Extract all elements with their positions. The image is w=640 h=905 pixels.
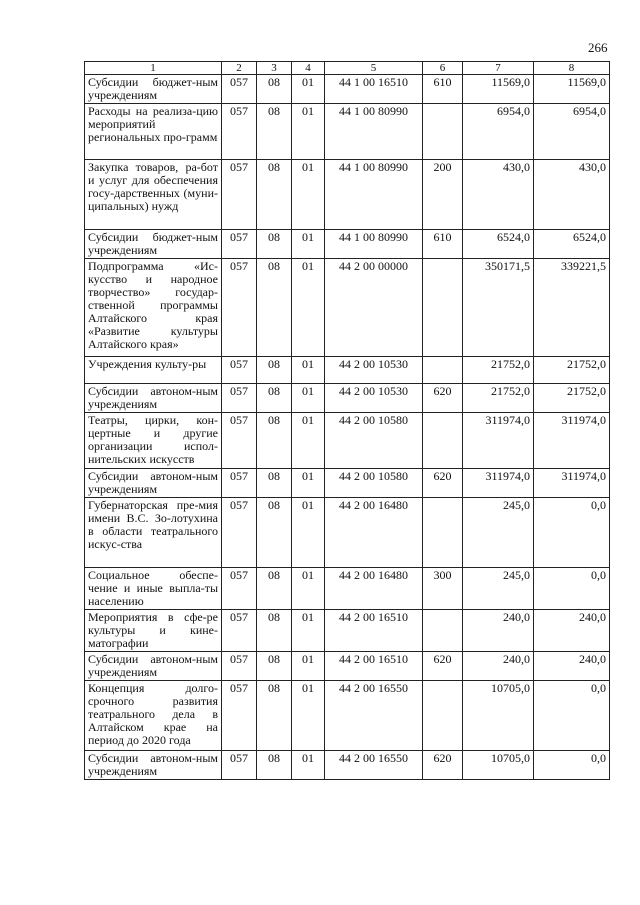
row-code-cell: 057 — [222, 384, 257, 413]
row-section-cell: 08 — [257, 498, 292, 568]
row-code-cell: 057 — [222, 751, 257, 780]
row-code-cell: 057 — [222, 160, 257, 230]
row-amount-2019-cell: 10705,0 — [463, 751, 534, 780]
row-name-cell: Концепция долго-срочного развития театрального дела в Алтайском крае на период до 2020 года — [85, 681, 222, 751]
row-expense-type-cell — [423, 610, 463, 652]
row-code-cell: 057 — [222, 610, 257, 652]
row-subsection-cell: 01 — [292, 751, 325, 780]
row-target-article-cell: 44 2 00 16550 — [325, 751, 423, 780]
row-expense-type-cell — [423, 498, 463, 568]
row-amount-2020-cell: 430,0 — [534, 160, 610, 230]
row-amount-2020-cell: 0,0 — [534, 681, 610, 751]
row-name-cell: Социальное обеспе-чение и иные выпла-ты населению — [85, 568, 222, 610]
row-amount-2019-cell: 311974,0 — [463, 413, 534, 469]
row-amount-2020-cell: 0,0 — [534, 498, 610, 568]
row-expense-type-cell — [423, 681, 463, 751]
row-target-article-cell: 44 2 00 16480 — [325, 568, 423, 610]
row-name-cell: Театры, цирки, кон-цертные и другие организации испол-нительских искусств — [85, 413, 222, 469]
row-amount-2019-cell: 430,0 — [463, 160, 534, 230]
row-amount-2020-cell: 6954,0 — [534, 104, 610, 160]
row-target-article-cell: 44 2 00 16510 — [325, 610, 423, 652]
row-target-article-cell: 44 1 00 80990 — [325, 104, 423, 160]
row-amount-2019-cell: 21752,0 — [463, 357, 534, 384]
row-amount-2019-cell: 6524,0 — [463, 230, 534, 259]
row-subsection-cell: 01 — [292, 259, 325, 357]
row-expense-type-cell: 620 — [423, 652, 463, 681]
row-target-article-cell: 44 2 00 16480 — [325, 498, 423, 568]
row-code-cell: 057 — [222, 75, 257, 104]
table-row — [85, 498, 610, 568]
row-amount-2019-cell: 21752,0 — [463, 384, 534, 413]
row-section-cell: 08 — [257, 469, 292, 498]
row-expense-type-cell: 610 — [423, 230, 463, 259]
row-code-cell: 057 — [222, 357, 257, 384]
table-row — [85, 384, 610, 413]
row-name-cell: Субсидии автоном-ным учреждениям — [85, 469, 222, 498]
row-amount-2020-cell: 11569,0 — [534, 75, 610, 104]
row-section-cell: 08 — [257, 259, 292, 357]
row-code-cell: 057 — [222, 413, 257, 469]
row-name-cell: Субсидии бюджет-ным учреждениям — [85, 75, 222, 104]
row-amount-2020-cell: 6524,0 — [534, 230, 610, 259]
row-name-cell: Подпрограмма «Ис-кусство и народное творчество» государ-ственной программы Алтайского края «Развитие культуры Алтайского края» — [85, 259, 222, 357]
row-subsection-cell: 01 — [292, 75, 325, 104]
table-header-row — [85, 62, 610, 75]
table-row — [85, 259, 610, 357]
table-row — [85, 104, 610, 160]
row-amount-2020-cell: 0,0 — [534, 751, 610, 780]
row-amount-2019-cell: 245,0 — [463, 498, 534, 568]
row-name-cell: Субсидии автоном-ным учреждениям — [85, 751, 222, 780]
row-amount-2020-cell: 240,0 — [534, 652, 610, 681]
budget-table — [84, 61, 610, 780]
row-expense-type-cell: 620 — [423, 469, 463, 498]
row-expense-type-cell: 610 — [423, 75, 463, 104]
row-amount-2020-cell: 21752,0 — [534, 357, 610, 384]
row-name-cell: Расходы на реализа-цию мероприятий региональных про-грамм — [85, 104, 222, 160]
row-expense-type-cell — [423, 104, 463, 160]
page-number: 266 — [588, 40, 608, 55]
row-subsection-cell: 01 — [292, 498, 325, 568]
row-code-cell: 057 — [222, 469, 257, 498]
row-amount-2020-cell: 311974,0 — [534, 413, 610, 469]
row-subsection-cell: 01 — [292, 384, 325, 413]
table-row — [85, 568, 610, 610]
column-header: 2 — [222, 62, 257, 75]
row-expense-type-cell: 620 — [423, 751, 463, 780]
row-section-cell: 08 — [257, 413, 292, 469]
table-row — [85, 357, 610, 384]
table-row — [85, 681, 610, 751]
row-amount-2019-cell: 10705,0 — [463, 681, 534, 751]
row-section-cell: 08 — [257, 104, 292, 160]
row-subsection-cell: 01 — [292, 681, 325, 751]
row-expense-type-cell: 200 — [423, 160, 463, 230]
row-expense-type-cell — [423, 259, 463, 357]
row-subsection-cell: 01 — [292, 104, 325, 160]
row-subsection-cell: 01 — [292, 230, 325, 259]
row-name-cell: Губернаторская пре-мия имени В.С. Зо-лотухина в области театрального искус-ства — [85, 498, 222, 568]
table-row — [85, 751, 610, 780]
row-subsection-cell: 01 — [292, 469, 325, 498]
row-name-cell: Субсидии бюджет-ным учреждениям — [85, 230, 222, 259]
row-target-article-cell: 44 2 00 16550 — [325, 681, 423, 751]
column-header: 6 — [423, 62, 463, 75]
row-subsection-cell: 01 — [292, 652, 325, 681]
row-subsection-cell: 01 — [292, 413, 325, 469]
table-body — [85, 75, 610, 780]
table-row — [85, 610, 610, 652]
row-amount-2020-cell: 21752,0 — [534, 384, 610, 413]
row-code-cell: 057 — [222, 230, 257, 259]
row-section-cell: 08 — [257, 751, 292, 780]
row-expense-type-cell — [423, 413, 463, 469]
table-row — [85, 413, 610, 469]
table-row — [85, 230, 610, 259]
row-section-cell: 08 — [257, 568, 292, 610]
row-expense-type-cell: 300 — [423, 568, 463, 610]
row-expense-type-cell — [423, 357, 463, 384]
row-section-cell: 08 — [257, 230, 292, 259]
row-amount-2019-cell: 240,0 — [463, 652, 534, 681]
row-section-cell: 08 — [257, 357, 292, 384]
row-amount-2020-cell: 339221,5 — [534, 259, 610, 357]
row-subsection-cell: 01 — [292, 610, 325, 652]
row-section-cell: 08 — [257, 652, 292, 681]
row-name-cell: Субсидии автоном-ным учреждениям — [85, 384, 222, 413]
table-row — [85, 469, 610, 498]
row-target-article-cell: 44 2 00 10580 — [325, 469, 423, 498]
row-name-cell: Учреждения культу-ры — [85, 357, 222, 384]
row-subsection-cell: 01 — [292, 160, 325, 230]
row-target-article-cell: 44 2 00 10530 — [325, 357, 423, 384]
row-amount-2019-cell: 6954,0 — [463, 104, 534, 160]
row-section-cell: 08 — [257, 160, 292, 230]
table-row — [85, 75, 610, 104]
column-header: 4 — [292, 62, 325, 75]
row-code-cell: 057 — [222, 652, 257, 681]
row-amount-2020-cell: 240,0 — [534, 610, 610, 652]
row-target-article-cell: 44 2 00 10580 — [325, 413, 423, 469]
row-target-article-cell: 44 1 00 16510 — [325, 75, 423, 104]
row-target-article-cell: 44 1 00 80990 — [325, 230, 423, 259]
row-target-article-cell: 44 2 00 00000 — [325, 259, 423, 357]
row-amount-2019-cell: 11569,0 — [463, 75, 534, 104]
row-amount-2019-cell: 350171,5 — [463, 259, 534, 357]
row-subsection-cell: 01 — [292, 357, 325, 384]
row-expense-type-cell: 620 — [423, 384, 463, 413]
row-target-article-cell: 44 2 00 16510 — [325, 652, 423, 681]
row-code-cell: 057 — [222, 568, 257, 610]
row-amount-2019-cell: 245,0 — [463, 568, 534, 610]
row-subsection-cell: 01 — [292, 568, 325, 610]
row-code-cell: 057 — [222, 681, 257, 751]
column-header: 5 — [325, 62, 423, 75]
row-amount-2019-cell: 240,0 — [463, 610, 534, 652]
table-row — [85, 160, 610, 230]
row-section-cell: 08 — [257, 75, 292, 104]
row-code-cell: 057 — [222, 498, 257, 568]
row-name-cell: Субсидии автоном-ным учреждениям — [85, 652, 222, 681]
row-section-cell: 08 — [257, 610, 292, 652]
row-amount-2020-cell: 311974,0 — [534, 469, 610, 498]
row-target-article-cell: 44 1 00 80990 — [325, 160, 423, 230]
column-header: 8 — [534, 62, 610, 75]
column-header: 7 — [463, 62, 534, 75]
row-code-cell: 057 — [222, 259, 257, 357]
row-name-cell: Закупка товаров, ра-бот и услуг для обеспечения госу-дарственных (муни-ципальных) нужд — [85, 160, 222, 230]
row-amount-2019-cell: 311974,0 — [463, 469, 534, 498]
table-row — [85, 652, 610, 681]
row-section-cell: 08 — [257, 384, 292, 413]
row-code-cell: 057 — [222, 104, 257, 160]
row-amount-2020-cell: 0,0 — [534, 568, 610, 610]
row-name-cell: Мероприятия в сфе-ре культуры и кине-матографии — [85, 610, 222, 652]
column-header: 3 — [257, 62, 292, 75]
row-target-article-cell: 44 2 00 10530 — [325, 384, 423, 413]
column-header: 1 — [85, 62, 222, 75]
row-section-cell: 08 — [257, 681, 292, 751]
